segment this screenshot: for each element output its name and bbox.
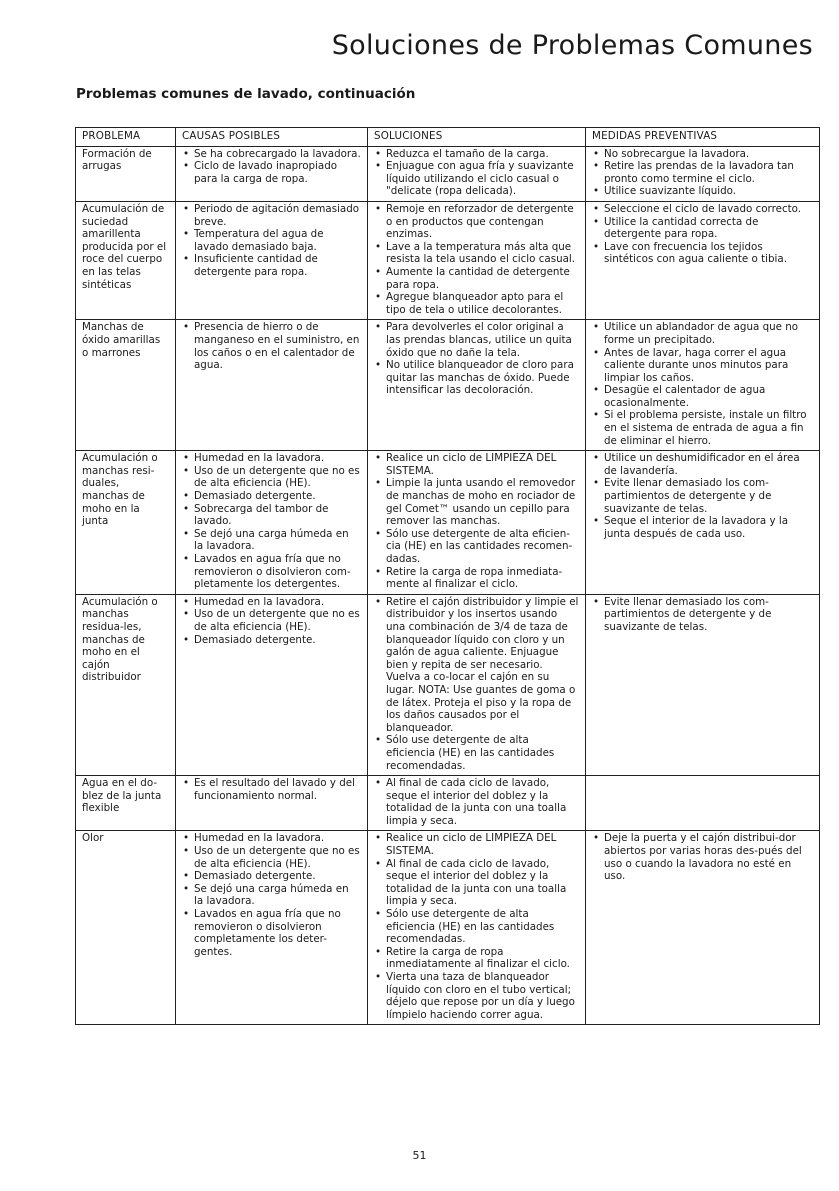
solution-item: • Limpie la junta usando el removedor de manchas de moho en rociador de gel Comet™ usando un cepillo para remover las manchas. xyxy=(374,477,579,527)
page-number: 51 xyxy=(412,1149,427,1162)
cause-item: • Ciclo de lavado inapropiado para la carga de ropa. xyxy=(182,160,361,185)
causes-list xyxy=(182,203,361,279)
preventive-measure-item: • Evite llenar demasiado los com-partimientos de detergente y de suavizante de telas. xyxy=(592,596,813,634)
cause-item: • Demasiado detergente. xyxy=(182,870,361,883)
causes-list xyxy=(182,452,361,591)
solution-item: • Al final de cada ciclo de lavado, seque el interior del doblez y la totalidad de la junta con una toalla limpia y seca. xyxy=(374,858,579,908)
causes-cell xyxy=(176,831,368,1025)
preventive-list xyxy=(592,452,813,540)
solution-item: • Retire la carga de ropa inmediata-mente al finalizar el ciclo. xyxy=(374,566,579,591)
solutions-list xyxy=(374,203,579,316)
preventive-measure-item: • Evite llenar demasiado los com-partimientos de detergente y de suavizante de telas. xyxy=(592,477,813,515)
header-problem: PROBLEMA xyxy=(76,128,176,147)
problem-cell: Agua en el do-blez de la junta flexible xyxy=(76,776,176,831)
cause-item: • Demasiado detergente. xyxy=(182,490,361,503)
table-header-row xyxy=(76,128,820,147)
cause-item: • Sobrecarga del tambor de lavado. xyxy=(182,503,361,528)
problem-cell: Olor xyxy=(76,831,176,1025)
preventive-measure-item: • Utilice un deshumidificador en el área de lavandería. xyxy=(592,452,813,477)
solutions-list xyxy=(374,452,579,591)
solutions-cell xyxy=(368,201,586,319)
table-row xyxy=(76,831,820,1025)
cause-item: • Periodo de agitación demasiado breve. xyxy=(182,203,361,228)
cause-item: • Se ha cobrecargado la lavadora. xyxy=(182,148,361,161)
causes-cell xyxy=(176,451,368,595)
preventive-cell xyxy=(586,320,820,451)
causes-list xyxy=(182,596,361,646)
header-causes: CAUSAS POSIBLES xyxy=(176,128,368,147)
solution-item: • Para devolverles el color original a las prendas blancas, utilice un quita óxido que no dañe la tela. xyxy=(374,321,579,359)
causes-list xyxy=(182,777,361,802)
solutions-cell xyxy=(368,320,586,451)
header-preventive: MEDIDAS PREVENTIVAS xyxy=(586,128,820,147)
cause-item: • Insuficiente cantidad de detergente para ropa. xyxy=(182,253,361,278)
solutions-cell xyxy=(368,776,586,831)
solution-item: • Agregue blanqueador apto para el tipo de tela o utilice decolorantes. xyxy=(374,291,579,316)
solutions-cell xyxy=(368,451,586,595)
causes-list xyxy=(182,148,361,186)
preventive-measure-item: • Antes de lavar, haga correr el agua caliente durante unos minutos para limpiar los caños. xyxy=(592,347,813,385)
problem-cell: Acumulación o manchas residua-les, manchas de moho en el cajón distribuidor xyxy=(76,594,176,775)
solution-item: • Al final de cada ciclo de lavado, seque el interior del doblez y la totalidad de la junta con una toalla limpia y seca. xyxy=(374,777,579,827)
preventive-measure-item: • Desagüe el calentador de agua ocasionalmente. xyxy=(592,384,813,409)
preventive-list xyxy=(592,321,813,447)
causes-cell xyxy=(176,594,368,775)
cause-item: • Demasiado detergente. xyxy=(182,634,361,647)
solutions-cell xyxy=(368,146,586,201)
solution-item: • Reduzca el tamaño de la carga. xyxy=(374,148,579,161)
preventive-cell xyxy=(586,201,820,319)
cause-item: • Se dejó una carga húmeda en la lavadora. xyxy=(182,528,361,553)
solution-item: • Lave a la temperatura más alta que resista la tela usando el ciclo casual. xyxy=(374,241,579,266)
solutions-list xyxy=(374,777,579,827)
preventive-measure-item: • Deje la puerta y el cajón distribui-dor abiertos por varias horas des-pués del uso o cuando la lavadora no esté en uso. xyxy=(592,832,813,882)
solutions-cell xyxy=(368,831,586,1025)
solution-item: • Sólo use detergente de alta eficiencia (HE) en las cantidades recomendadas. xyxy=(374,734,579,772)
problem-cell: Acumulación o manchas resi-duales, manchas de moho en la junta xyxy=(76,451,176,595)
causes-cell xyxy=(176,146,368,201)
solution-item: • Retire la carga de ropa inmediatamente al finalizar el ciclo. xyxy=(374,946,579,971)
preventive-cell xyxy=(586,146,820,201)
cause-item: • Presencia de hierro o de manganeso en el suministro, en los caños o en el calentador de agua. xyxy=(182,321,361,371)
causes-list xyxy=(182,321,361,371)
cause-item: • Uso de un detergente que no es de alta eficiencia (HE). xyxy=(182,608,361,633)
solution-item: • Realice un ciclo de LIMPIEZA DEL SISTEMA. xyxy=(374,832,579,857)
preventive-list xyxy=(592,596,813,634)
solution-item: • Vierta una taza de blanqueador líquido con cloro en el tubo vertical; déjelo que repose por un día y luego límpielo haciendo correr agua. xyxy=(374,971,579,1021)
preventive-list xyxy=(592,832,813,882)
preventive-cell xyxy=(586,776,820,831)
solutions-list xyxy=(374,321,579,397)
preventive-measure-item: • Retire las prendas de la lavadora tan pronto como termine el ciclo. xyxy=(592,160,813,185)
solutions-list xyxy=(374,832,579,1021)
solution-item: • Sólo use detergente de alta eficien-cia (HE) en las cantidades recomen-dadas. xyxy=(374,528,579,566)
causes-cell xyxy=(176,201,368,319)
preventive-measure-item: • Utilice un ablandador de agua que no forme un precipitado. xyxy=(592,321,813,346)
cause-item: • Humedad en la lavadora. xyxy=(182,832,361,845)
table-row xyxy=(76,594,820,775)
table-row xyxy=(76,201,820,319)
causes-cell xyxy=(176,320,368,451)
preventive-cell xyxy=(586,831,820,1025)
problem-cell: Manchas de óxido amarillas o marrones xyxy=(76,320,176,451)
problem-cell: Acumulación de suciedad amarillenta producida por el roce del cuerpo en las telas sintéticas xyxy=(76,201,176,319)
cause-item: • Lavados en agua fría que no removieron o disolvieron com-pletamente los detergentes. xyxy=(182,553,361,591)
troubleshooting-table xyxy=(75,127,820,1025)
cause-item: • Uso de un detergente que no es de alta eficiencia (HE). xyxy=(182,465,361,490)
preventive-cell xyxy=(586,451,820,595)
table-row xyxy=(76,146,820,201)
preventive-measure-item: • Utilice suavizante líquido. xyxy=(592,185,813,198)
solution-item: • No utilice blanqueador de cloro para quitar las manchas de óxido. Puede intensificar las decoloración. xyxy=(374,359,579,397)
solution-item: • Sólo use detergente de alta eficiencia (HE) en las cantidades recomendadas. xyxy=(374,908,579,946)
solution-item: • Enjuague con agua fría y suavizante líquido utilizando el ciclo casual o "delicate (ropa delicada). xyxy=(374,160,579,198)
preventive-list xyxy=(592,203,813,266)
problem-cell: Formación de arrugas xyxy=(76,146,176,201)
preventive-measure-item: • Seque el interior de la lavadora y la junta después de cada uso. xyxy=(592,515,813,540)
preventive-measure-item: • No sobrecargue la lavadora. xyxy=(592,148,813,161)
header-solutions: SOLUCIONES xyxy=(368,128,586,147)
causes-cell xyxy=(176,776,368,831)
preventive-measure-item: • Lave con frecuencia los tejidos sintéticos con agua caliente o tibia. xyxy=(592,241,813,266)
solutions-list xyxy=(374,148,579,198)
section-title: Problemas comunes de lavado, continuación xyxy=(76,86,416,102)
solution-item: • Realice un ciclo de LIMPIEZA DEL SISTEMA. xyxy=(374,452,579,477)
cause-item: • Uso de un detergente que no es de alta eficiencia (HE). xyxy=(182,845,361,870)
preventive-cell xyxy=(586,594,820,775)
solutions-cell xyxy=(368,594,586,775)
solution-item: • Remoje en reforzador de detergente o en productos que contengan enzimas. xyxy=(374,203,579,241)
preventive-measure-item: • Si el problema persiste, instale un filtro en el sistema de entrada de agua a fin de eliminar el hierro. xyxy=(592,409,813,447)
preventive-measure-item: • Utilice la cantidad correcta de detergente para ropa. xyxy=(592,216,813,241)
solutions-list xyxy=(374,596,579,772)
solution-item: • Retire el cajón distribuidor y limpie el distribuidor y los insertos usando una combinación de 3/4 de taza de blanqueador líquido con cloro y un galón de agua caliente. Enjuague bien y repita de ser necesario. Vuelva a co-locar el cajón en su lugar. NOTA: Use guantes de goma o de látex. Proteja el piso y la ropa de los daños causados por el blanqueador. xyxy=(374,596,579,735)
page-title: Soluciones de Problemas Comunes xyxy=(331,30,813,61)
table-body xyxy=(76,146,820,1025)
table-row xyxy=(76,451,820,595)
cause-item: • Se dejó una carga húmeda en la lavadora. xyxy=(182,883,361,908)
table-row xyxy=(76,776,820,831)
preventive-measure-item: • Seleccione el ciclo de lavado correcto. xyxy=(592,203,813,216)
solution-item: • Aumente la cantidad de detergente para ropa. xyxy=(374,266,579,291)
cause-item: • Temperatura del agua de lavado demasiado baja. xyxy=(182,228,361,253)
causes-list xyxy=(182,832,361,958)
table-row xyxy=(76,320,820,451)
cause-item: • Lavados en agua fría que no removieron o disolvieron completamente los deter-gentes. xyxy=(182,908,361,958)
cause-item: • Es el resultado del lavado y del funcionamiento normal. xyxy=(182,777,361,802)
cause-item: • Humedad en la lavadora. xyxy=(182,596,361,609)
cause-item: • Humedad en la lavadora. xyxy=(182,452,361,465)
preventive-list xyxy=(592,148,813,198)
